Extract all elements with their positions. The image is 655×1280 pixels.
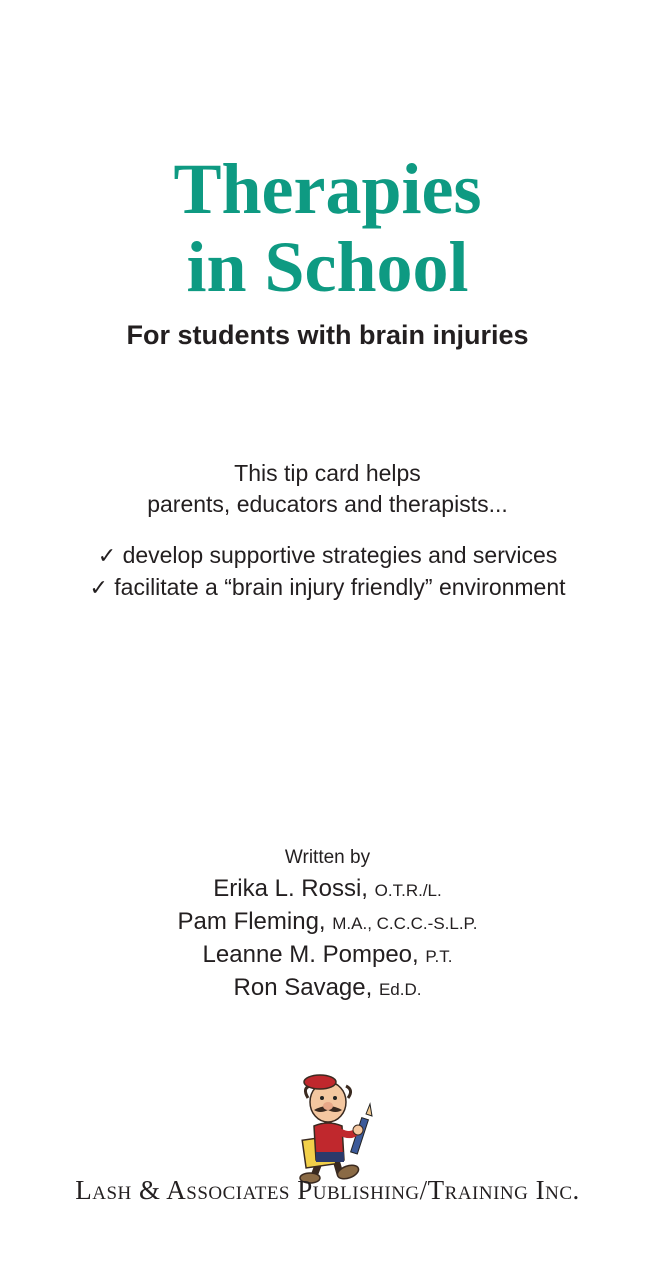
author-item — [0, 873, 655, 906]
mascot-illustration — [280, 1068, 390, 1186]
card-title — [0, 150, 655, 306]
check-icon: ✓ — [97, 544, 117, 569]
intro-line-1: This tip card helps — [234, 460, 421, 486]
card-subtitle: For students with brain injuries — [126, 320, 529, 350]
checklist-item-text: develop supportive strategies and services — [122, 542, 558, 568]
author-credentials: Ed.D. — [378, 980, 422, 999]
checklist-item — [0, 540, 655, 572]
author-name: Ron Savage, — [233, 974, 373, 1001]
written-by-label: Written by — [284, 847, 371, 868]
title-line-1: Therapies — [173, 149, 482, 229]
check-icon: ✓ — [89, 576, 108, 601]
intro-line-2: parents, educators and therapists... — [147, 491, 508, 517]
author-name: Erika L. Rossi, — [213, 875, 368, 902]
checklist-item-text: facilitate a “brain injury friendly” environment — [114, 574, 566, 600]
author-list — [0, 873, 655, 1005]
checklist-item — [0, 572, 655, 604]
author-name: Leanne M. Pompeo, — [202, 941, 419, 968]
checklist — [0, 540, 655, 604]
intro-text — [0, 458, 655, 520]
publisher-name: Lash & Associates Publishing/Training Inc. — [75, 1175, 580, 1205]
title-line-2: in School — [186, 227, 469, 307]
author-item — [0, 972, 655, 1005]
author-name: Pam Fleming, — [177, 908, 326, 935]
author-credentials: M.A., C.C.C.-S.L.P. — [332, 914, 478, 933]
author-credentials: P.T. — [425, 947, 453, 966]
author-item — [0, 939, 655, 972]
author-credentials: O.T.R./L. — [374, 881, 442, 900]
author-item — [0, 906, 655, 939]
